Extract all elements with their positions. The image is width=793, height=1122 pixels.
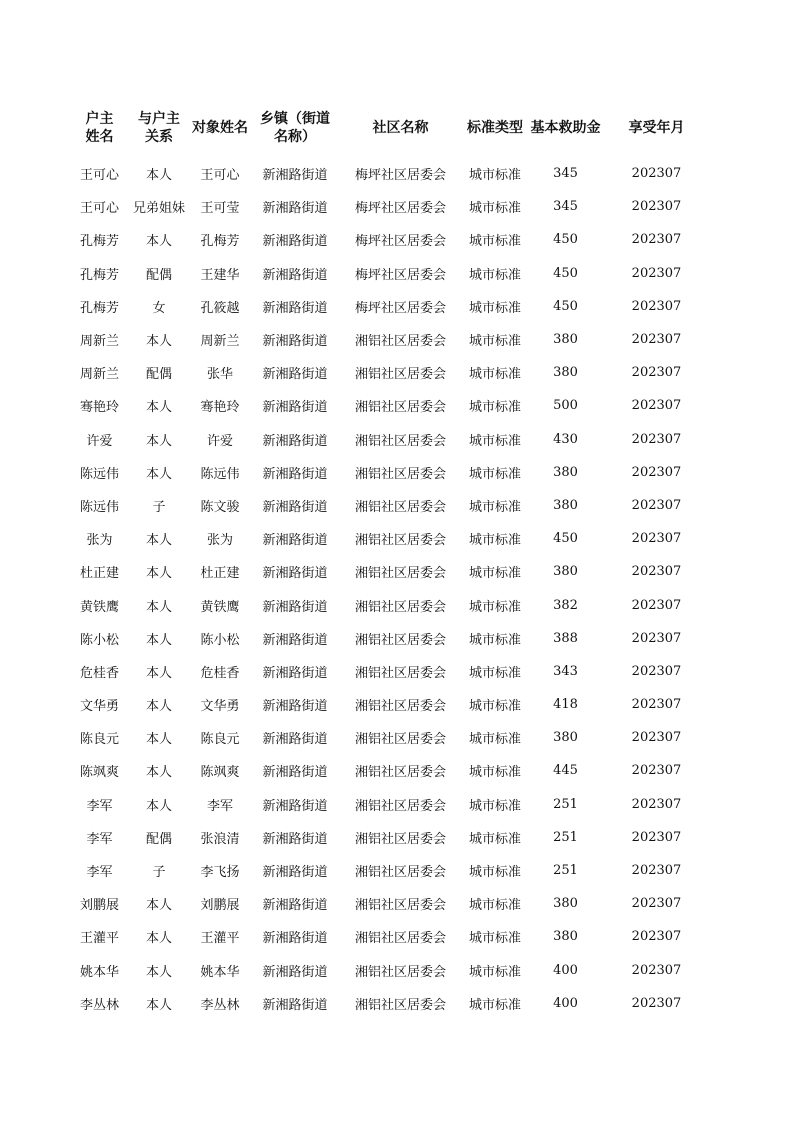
basic-aid-cell: 345 — [553, 199, 578, 215]
standard-type-cell: 城市标准 — [468, 499, 521, 515]
basic-aid-cell: 343 — [553, 663, 578, 679]
table-row — [69, 987, 709, 1020]
table-row — [69, 788, 709, 821]
month-cell: 202307 — [631, 763, 682, 779]
table-row — [69, 456, 709, 489]
community-cell: 湘铝社区居委会 — [354, 699, 446, 715]
recipient-name-cell: 孔梅芳 — [200, 234, 240, 250]
basic-aid-cell: 380 — [553, 497, 578, 513]
header-township: 乡镇（街道 名称） — [260, 111, 330, 145]
table-row — [69, 821, 709, 854]
standard-type-cell: 城市标准 — [468, 433, 521, 449]
township-cell: 新湘路街道 — [262, 865, 328, 881]
recipient-name-cell: 黄铁鹰 — [200, 599, 240, 615]
householder-name-cell: 陈远伟 — [79, 499, 119, 515]
community-cell: 梅坪社区居委会 — [354, 234, 446, 250]
householder-name-cell: 孔梅芳 — [79, 300, 119, 316]
month-cell: 202307 — [631, 730, 682, 746]
relation-cell: 配偶 — [145, 267, 172, 283]
relation-cell: 本人 — [145, 732, 172, 748]
householder-name-cell: 陈良元 — [79, 732, 119, 748]
table-row — [69, 356, 709, 389]
basic-aid-cell: 380 — [553, 332, 578, 348]
standard-type-cell: 城市标准 — [468, 865, 521, 881]
month-cell: 202307 — [631, 398, 682, 414]
basic-aid-cell: 430 — [553, 431, 578, 447]
table-row — [69, 489, 709, 522]
basic-aid-cell: 382 — [553, 597, 578, 613]
standard-type-cell: 城市标准 — [468, 466, 521, 482]
standard-type-cell: 城市标准 — [468, 400, 521, 416]
month-cell: 202307 — [631, 663, 682, 679]
table-row — [69, 754, 709, 787]
table-row — [69, 588, 709, 621]
householder-name-cell: 周新兰 — [79, 334, 119, 350]
month-cell: 202307 — [631, 796, 682, 812]
header-basic-aid: 基本救助金 — [530, 120, 601, 136]
township-cell: 新湘路街道 — [262, 566, 328, 582]
month-cell: 202307 — [631, 531, 682, 547]
standard-type-cell: 城市标准 — [468, 798, 521, 814]
householder-name-cell: 许爱 — [86, 433, 113, 449]
month-cell: 202307 — [631, 464, 682, 480]
header-householder-name: 户主 姓名 — [85, 111, 114, 145]
recipient-name-cell: 李飞扬 — [200, 865, 240, 881]
month-cell: 202307 — [631, 896, 682, 912]
table-row — [69, 389, 709, 422]
recipient-name-cell: 陈良元 — [200, 732, 240, 748]
township-cell: 新湘路街道 — [262, 732, 328, 748]
basic-aid-cell: 450 — [553, 531, 578, 547]
recipient-name-cell: 骞艳玲 — [200, 400, 240, 416]
township-cell: 新湘路街道 — [262, 433, 328, 449]
recipient-name-cell: 王建华 — [200, 267, 240, 283]
township-cell: 新湘路街道 — [262, 632, 328, 648]
table-row — [69, 854, 709, 887]
recipient-name-cell: 王可心 — [200, 168, 240, 184]
relation-cell: 本人 — [145, 798, 172, 814]
month-cell: 202307 — [631, 995, 682, 1011]
standard-type-cell: 城市标准 — [468, 334, 521, 350]
householder-name-cell: 周新兰 — [79, 367, 119, 383]
community-cell: 湘铝社区居委会 — [354, 599, 446, 615]
basic-aid-cell: 418 — [553, 697, 578, 713]
month-cell: 202307 — [631, 431, 682, 447]
township-cell: 新湘路街道 — [262, 798, 328, 814]
basic-aid-cell: 500 — [553, 398, 578, 414]
standard-type-cell: 城市标准 — [468, 699, 521, 715]
recipient-name-cell: 张华 — [206, 367, 233, 383]
relation-cell: 配偶 — [145, 831, 172, 847]
householder-name-cell: 杜正建 — [79, 566, 119, 582]
relation-cell: 本人 — [145, 964, 172, 980]
householder-name-cell: 李军 — [86, 798, 113, 814]
basic-aid-cell: 445 — [553, 763, 578, 779]
householder-name-cell: 刘鹏展 — [79, 898, 119, 914]
householder-name-cell: 孔梅芳 — [79, 234, 119, 250]
relation-cell: 本人 — [145, 533, 172, 549]
recipient-name-cell: 李军 — [206, 798, 233, 814]
householder-name-cell: 张为 — [86, 533, 113, 549]
community-cell: 湘铝社区居委会 — [354, 533, 446, 549]
standard-type-cell: 城市标准 — [468, 367, 521, 383]
table-row — [69, 622, 709, 655]
assistance-table-sheet — [69, 104, 709, 1020]
header-community: 社区名称 — [372, 120, 429, 136]
householder-name-cell: 李军 — [86, 831, 113, 847]
relation-cell: 本人 — [145, 168, 172, 184]
standard-type-cell: 城市标准 — [468, 732, 521, 748]
table-row — [69, 290, 709, 323]
relation-cell: 子 — [152, 499, 166, 515]
township-cell: 新湘路街道 — [262, 168, 328, 184]
recipient-name-cell: 许爱 — [206, 433, 233, 449]
community-cell: 湘铝社区居委会 — [354, 964, 446, 980]
community-cell: 梅坪社区居委会 — [354, 201, 446, 217]
table-row — [69, 688, 709, 721]
township-cell: 新湘路街道 — [262, 466, 328, 482]
community-cell: 湘铝社区居委会 — [354, 997, 446, 1013]
householder-name-cell: 文华勇 — [79, 699, 119, 715]
month-cell: 202307 — [631, 630, 682, 646]
township-cell: 新湘路街道 — [262, 267, 328, 283]
township-cell: 新湘路街道 — [262, 831, 328, 847]
header-relation: 与户主 关系 — [138, 111, 180, 145]
basic-aid-cell: 380 — [553, 464, 578, 480]
relation-cell: 本人 — [145, 931, 172, 947]
recipient-name-cell: 陈远伟 — [200, 466, 240, 482]
month-cell: 202307 — [631, 597, 682, 613]
standard-type-cell: 城市标准 — [468, 599, 521, 615]
table-row — [69, 887, 709, 920]
community-cell: 梅坪社区居委会 — [354, 267, 446, 283]
township-cell: 新湘路街道 — [262, 898, 328, 914]
recipient-name-cell: 周新兰 — [200, 334, 240, 350]
community-cell: 湘铝社区居委会 — [354, 466, 446, 482]
basic-aid-cell: 380 — [553, 564, 578, 580]
householder-name-cell: 王可心 — [79, 201, 119, 217]
relation-cell: 本人 — [145, 765, 172, 781]
table-row — [69, 522, 709, 555]
month-cell: 202307 — [631, 365, 682, 381]
community-cell: 湘铝社区居委会 — [354, 665, 446, 681]
householder-name-cell: 陈飒爽 — [79, 765, 119, 781]
header-month: 享受年月 — [628, 120, 685, 136]
basic-aid-cell: 450 — [553, 232, 578, 248]
standard-type-cell: 城市标准 — [468, 898, 521, 914]
table-row — [69, 555, 709, 588]
standard-type-cell: 城市标准 — [468, 632, 521, 648]
township-cell: 新湘路街道 — [262, 997, 328, 1013]
basic-aid-cell: 388 — [553, 630, 578, 646]
standard-type-cell: 城市标准 — [468, 931, 521, 947]
table-row — [69, 655, 709, 688]
householder-name-cell: 孔梅芳 — [79, 267, 119, 283]
recipient-name-cell: 张为 — [206, 533, 233, 549]
table-row — [69, 423, 709, 456]
assistance-table — [69, 104, 709, 1020]
community-cell: 湘铝社区居委会 — [354, 433, 446, 449]
table-row — [69, 721, 709, 754]
recipient-name-cell: 陈飒爽 — [200, 765, 240, 781]
township-cell: 新湘路街道 — [262, 931, 328, 947]
relation-cell: 本人 — [145, 433, 172, 449]
month-cell: 202307 — [631, 829, 682, 845]
header-recipient-name: 对象姓名 — [192, 120, 248, 136]
householder-name-cell: 李军 — [86, 865, 113, 881]
householder-name-cell: 王灌平 — [79, 931, 119, 947]
basic-aid-cell: 450 — [553, 265, 578, 281]
relation-cell: 本人 — [145, 599, 172, 615]
township-cell: 新湘路街道 — [262, 765, 328, 781]
township-cell: 新湘路街道 — [262, 499, 328, 515]
relation-cell: 兄弟姐妹 — [132, 201, 185, 217]
recipient-name-cell: 李丛林 — [200, 997, 240, 1013]
basic-aid-cell: 400 — [553, 995, 578, 1011]
relation-cell: 本人 — [145, 466, 172, 482]
community-cell: 湘铝社区居委会 — [354, 831, 446, 847]
basic-aid-cell: 251 — [553, 829, 578, 845]
standard-type-cell: 城市标准 — [468, 533, 521, 549]
recipient-name-cell: 姚本华 — [200, 964, 240, 980]
householder-name-cell: 王可心 — [79, 168, 119, 184]
recipient-name-cell: 王可莹 — [200, 201, 240, 217]
householder-name-cell: 姚本华 — [79, 964, 119, 980]
month-cell: 202307 — [631, 298, 682, 314]
community-cell: 湘铝社区居委会 — [354, 765, 446, 781]
basic-aid-cell: 380 — [553, 929, 578, 945]
township-cell: 新湘路街道 — [262, 665, 328, 681]
householder-name-cell: 黄铁鹰 — [79, 599, 119, 615]
standard-type-cell: 城市标准 — [468, 267, 521, 283]
community-cell: 湘铝社区居委会 — [354, 798, 446, 814]
recipient-name-cell: 王灌平 — [200, 931, 240, 947]
month-cell: 202307 — [631, 863, 682, 879]
community-cell: 梅坪社区居委会 — [354, 300, 446, 316]
month-cell: 202307 — [631, 265, 682, 281]
basic-aid-cell: 400 — [553, 962, 578, 978]
month-cell: 202307 — [631, 232, 682, 248]
relation-cell: 本人 — [145, 566, 172, 582]
relation-cell: 本人 — [145, 699, 172, 715]
standard-type-cell: 城市标准 — [468, 300, 521, 316]
relation-cell: 配偶 — [145, 367, 172, 383]
householder-name-cell: 李丛林 — [79, 997, 119, 1013]
table-row — [69, 920, 709, 953]
township-cell: 新湘路街道 — [262, 699, 328, 715]
township-cell: 新湘路街道 — [262, 599, 328, 615]
month-cell: 202307 — [631, 497, 682, 513]
recipient-name-cell: 孔筱越 — [200, 300, 240, 316]
householder-name-cell: 危桂香 — [79, 665, 119, 681]
basic-aid-cell: 345 — [553, 166, 578, 182]
community-cell: 湘铝社区居委会 — [354, 400, 446, 416]
recipient-name-cell: 张浪清 — [200, 831, 240, 847]
householder-name-cell: 骞艳玲 — [79, 400, 119, 416]
community-cell: 湘铝社区居委会 — [354, 632, 446, 648]
table-header-row — [69, 104, 709, 152]
community-cell: 梅坪社区居委会 — [354, 168, 446, 184]
month-cell: 202307 — [631, 332, 682, 348]
table-row — [69, 190, 709, 223]
table-row — [69, 223, 709, 256]
relation-cell: 本人 — [145, 234, 172, 250]
table-body — [69, 152, 709, 1020]
recipient-name-cell: 陈小松 — [200, 632, 240, 648]
basic-aid-cell: 380 — [553, 896, 578, 912]
township-cell: 新湘路街道 — [262, 334, 328, 350]
recipient-name-cell: 危桂香 — [200, 665, 240, 681]
basic-aid-cell: 251 — [553, 863, 578, 879]
standard-type-cell: 城市标准 — [468, 566, 521, 582]
township-cell: 新湘路街道 — [262, 300, 328, 316]
month-cell: 202307 — [631, 929, 682, 945]
relation-cell: 子 — [152, 865, 166, 881]
month-cell: 202307 — [631, 697, 682, 713]
table-row — [69, 323, 709, 356]
basic-aid-cell: 251 — [553, 796, 578, 812]
relation-cell: 本人 — [145, 400, 172, 416]
basic-aid-cell: 380 — [553, 730, 578, 746]
standard-type-cell: 城市标准 — [468, 997, 521, 1013]
standard-type-cell: 城市标准 — [468, 665, 521, 681]
recipient-name-cell: 陈文骏 — [200, 499, 240, 515]
community-cell: 湘铝社区居委会 — [354, 499, 446, 515]
standard-type-cell: 城市标准 — [468, 765, 521, 781]
householder-name-cell: 陈小松 — [79, 632, 119, 648]
standard-type-cell: 城市标准 — [468, 168, 521, 184]
header-standard-type: 标准类型 — [467, 120, 523, 136]
community-cell: 湘铝社区居委会 — [354, 931, 446, 947]
township-cell: 新湘路街道 — [262, 234, 328, 250]
table-row — [69, 257, 709, 290]
standard-type-cell: 城市标准 — [468, 201, 521, 217]
community-cell: 湘铝社区居委会 — [354, 865, 446, 881]
township-cell: 新湘路街道 — [262, 964, 328, 980]
community-cell: 湘铝社区居委会 — [354, 732, 446, 748]
standard-type-cell: 城市标准 — [468, 234, 521, 250]
township-cell: 新湘路街道 — [262, 201, 328, 217]
township-cell: 新湘路街道 — [262, 367, 328, 383]
township-cell: 新湘路街道 — [262, 400, 328, 416]
township-cell: 新湘路街道 — [262, 533, 328, 549]
community-cell: 湘铝社区居委会 — [354, 898, 446, 914]
relation-cell: 本人 — [145, 898, 172, 914]
recipient-name-cell: 刘鹏展 — [200, 898, 240, 914]
recipient-name-cell: 文华勇 — [200, 699, 240, 715]
relation-cell: 本人 — [145, 665, 172, 681]
month-cell: 202307 — [631, 962, 682, 978]
month-cell: 202307 — [631, 166, 682, 182]
community-cell: 湘铝社区居委会 — [354, 566, 446, 582]
community-cell: 湘铝社区居委会 — [354, 367, 446, 383]
basic-aid-cell: 380 — [553, 365, 578, 381]
month-cell: 202307 — [631, 199, 682, 215]
table-row — [69, 954, 709, 987]
standard-type-cell: 城市标准 — [468, 964, 521, 980]
month-cell: 202307 — [631, 564, 682, 580]
table-row — [69, 157, 709, 190]
standard-type-cell: 城市标准 — [468, 831, 521, 847]
householder-name-cell: 陈远伟 — [79, 466, 119, 482]
relation-cell: 本人 — [145, 632, 172, 648]
basic-aid-cell: 450 — [553, 298, 578, 314]
relation-cell: 女 — [152, 300, 166, 316]
recipient-name-cell: 杜正建 — [200, 566, 240, 582]
community-cell: 湘铝社区居委会 — [354, 334, 446, 350]
relation-cell: 本人 — [145, 334, 172, 350]
relation-cell: 本人 — [145, 997, 172, 1013]
